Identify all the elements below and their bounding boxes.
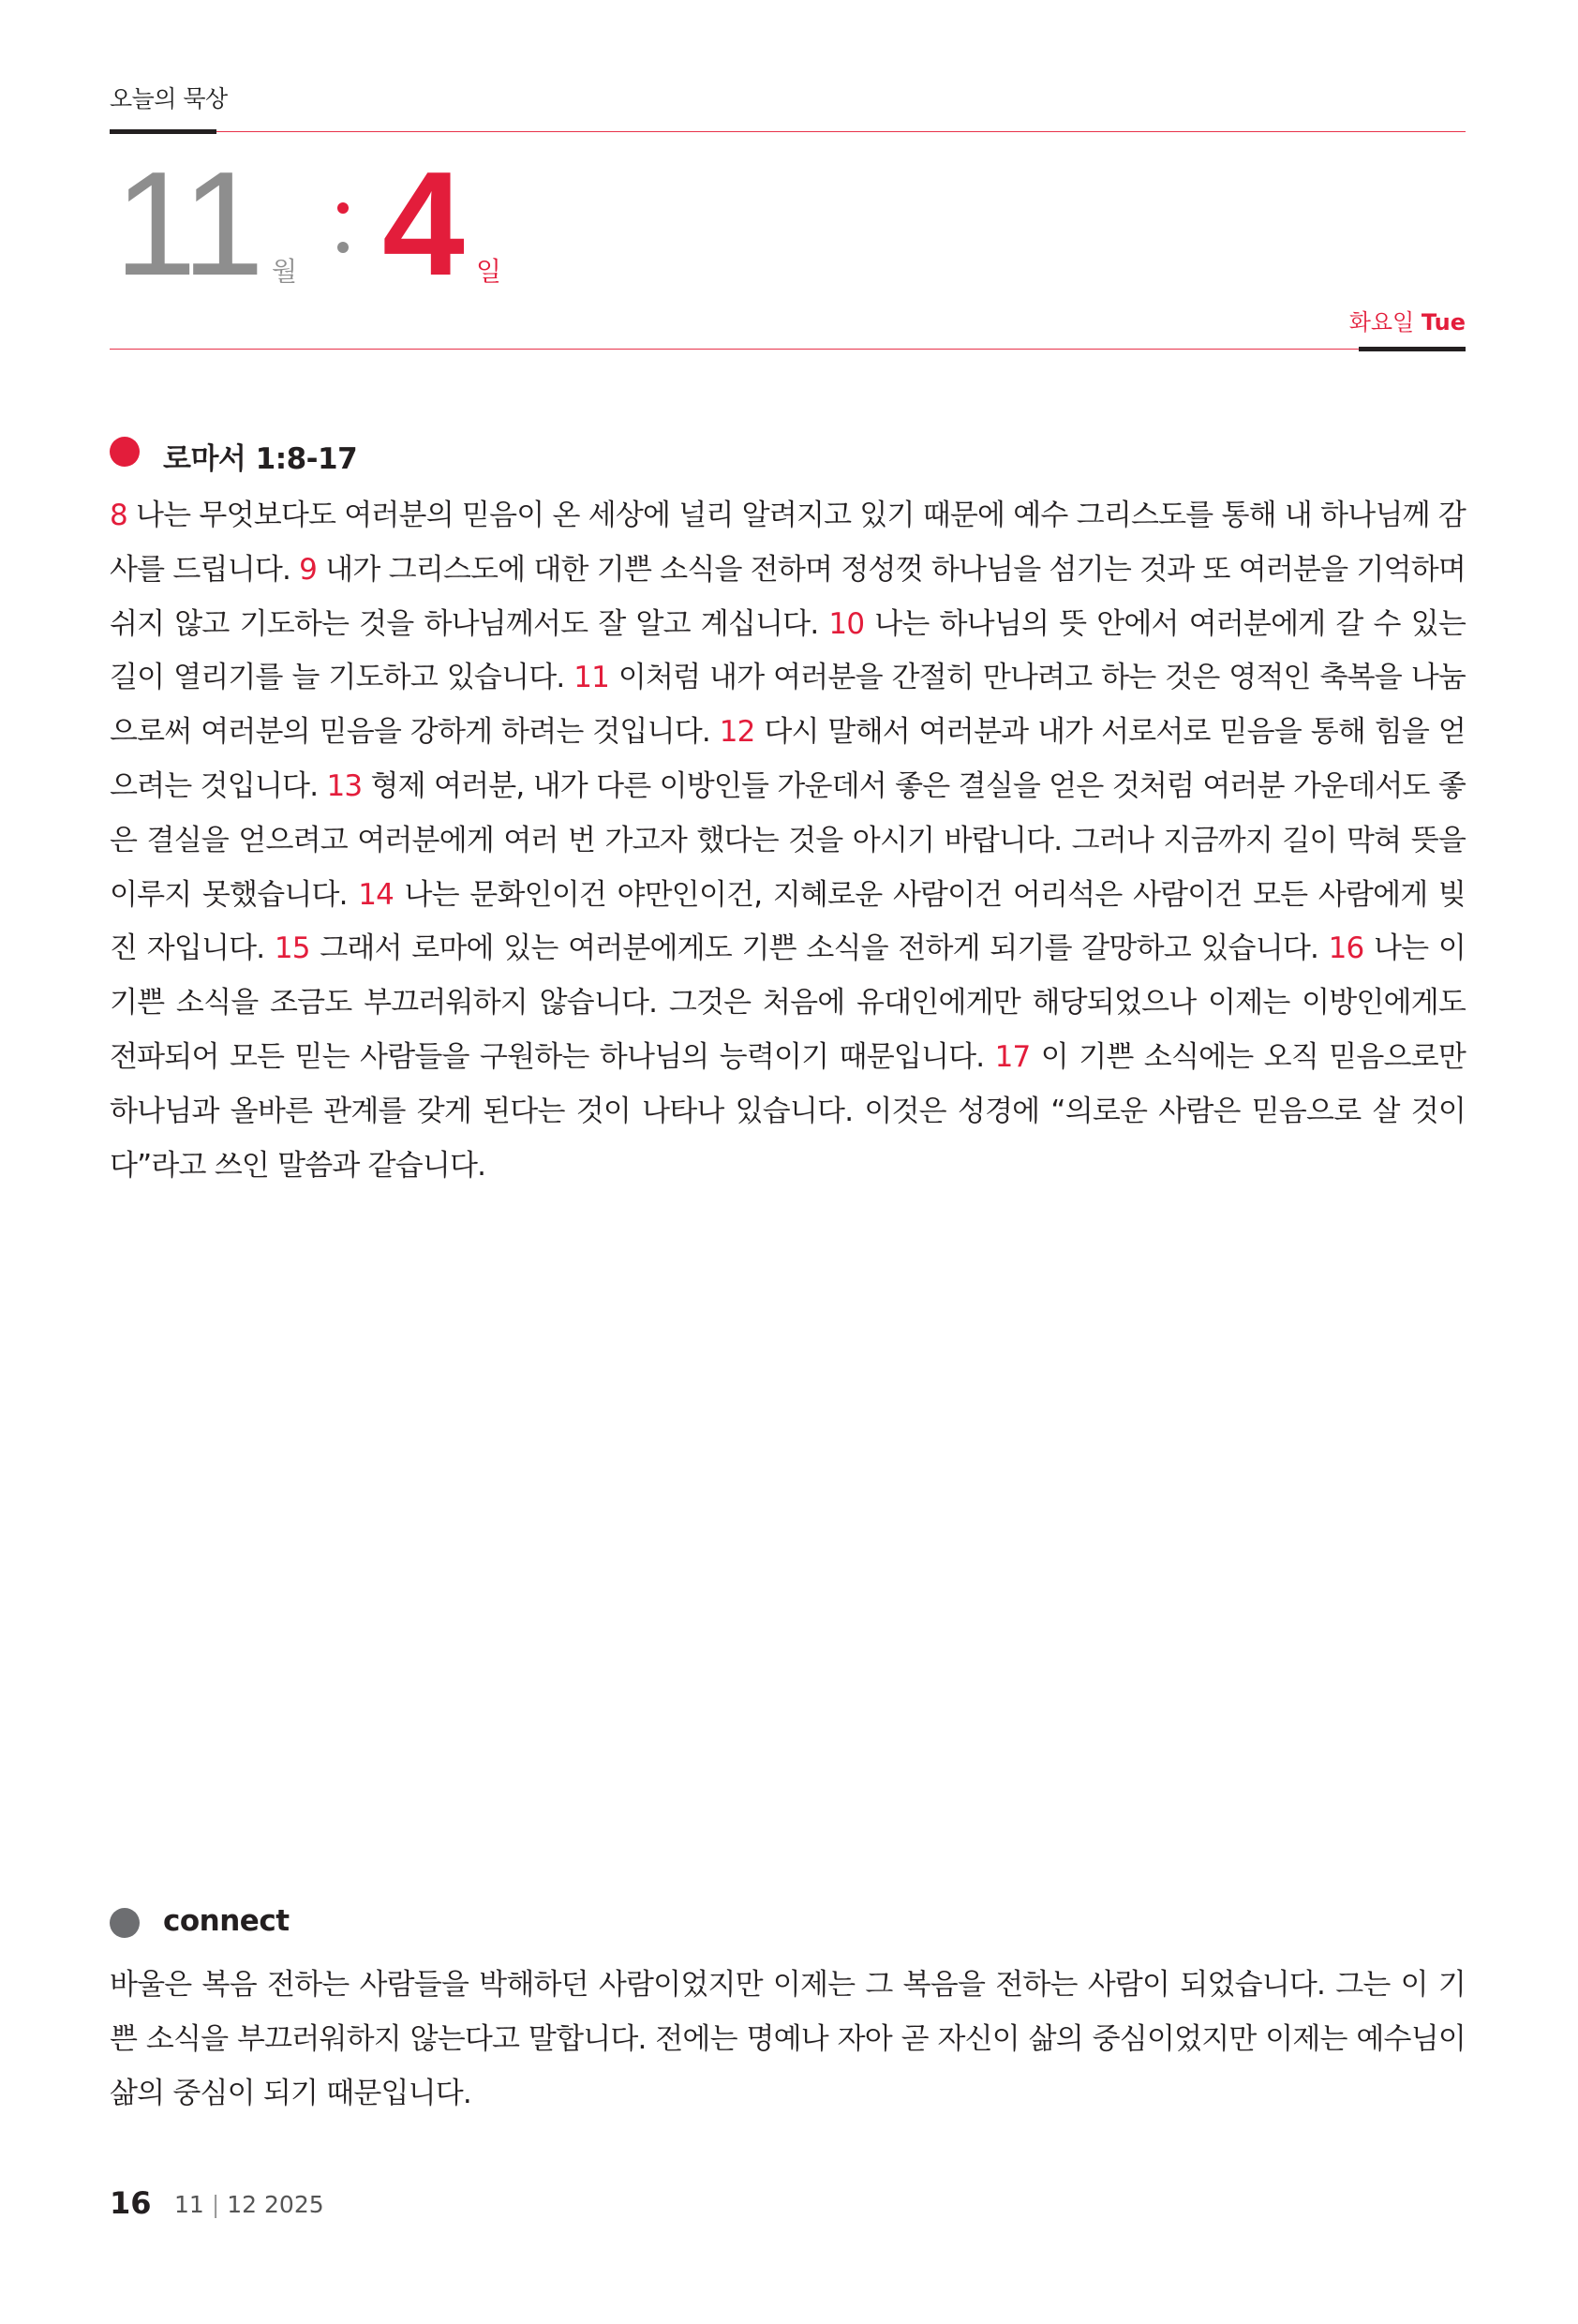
verse-text: 형제 여러분, 내가 다른 이방인들 가운데서 좋은 결실을 얻은 것처럼 여러분 가운데서도 좋은 결실을 얻으려고 여러분에게 여러 번 가고자 했다는 것을 아시기 바랍니다. 그러나 지금까지 길이 막혀 뜻을 이루지 못했습니다. [110, 768, 1466, 912]
verse-text: 나는 문화인이건 야만인이건, 지혜로운 사람이건 어리석은 사람이건 모든 사람에게 빚진 자입니다. [110, 877, 1466, 966]
day-unit: 일 [476, 256, 502, 287]
verse-number: 9 [299, 552, 318, 587]
date-colon-dot-bottom [337, 242, 349, 253]
section-label: 오늘의 묵상 [110, 85, 228, 112]
header-rule-top [110, 131, 1466, 132]
header-rule-accent [110, 129, 216, 134]
date-colon-dot-top [337, 202, 349, 214]
connect-bullet-icon [110, 1908, 140, 1938]
issue-months: 11 [174, 2191, 204, 2218]
verse-text: 다시 말해서 여러분과 내가 서로서로 믿음을 통해 힘을 얻으려는 것입니다. [110, 715, 1466, 803]
verse-number: 17 [994, 1039, 1031, 1074]
weekday-underline [1359, 347, 1466, 351]
passage-bullet-icon [110, 437, 140, 467]
verse-number: 10 [828, 606, 865, 641]
issue-rest: 12 2025 [227, 2191, 324, 2218]
weekday [1349, 304, 1466, 336]
verse-text: 이 기쁜 소식에는 오직 믿음으로만 하나님과 올바른 관계를 갖게 된다는 것이 나타나 있습니다. 이것은 성경에 “의로운 사람은 믿음으로 살 것이다”라고 쓰인 말씀과 같습니다. [110, 1039, 1466, 1183]
weekday-ko: 화요일 [1348, 309, 1415, 335]
day-number: 4 [382, 142, 465, 306]
month-number: 11 [114, 142, 261, 306]
verse-number: 8 [110, 499, 127, 532]
connect-text: 바울은 복음 전하는 사람들을 박해하던 사람이었지만 이제는 그 복음을 전하는 사람이 되었습니다. 그는 이 기쁜 소식을 부끄러워하지 않는다고 말합니다. 전에는 명예나 자아 곧 자신이 삶의 중심이었지만 이제는 예수님이 삶의 중심이 되기 때문입니다. [110, 1968, 1466, 2110]
verse-number: 13 [326, 768, 363, 803]
passage-text [110, 489, 1466, 1193]
verse-number: 15 [274, 931, 310, 966]
verse-text: 나는 하나님의 뜻 안에서 여러분에게 갈 수 있는 길이 열리기를 늘 기도하고 있습니다. [110, 606, 1466, 695]
verse-text: 이처럼 내가 여러분을 간절히 만나려고 하는 것은 영적인 축복을 나눔으로써 여러분의 믿음을 강하게 하려는 것입니다. [110, 661, 1466, 750]
verse-text: 나는 이 기쁜 소식을 조금도 부끄러워하지 않습니다. 그것은 처음에 유대인에게만 해당되었으나 이제는 이방인에게도 전파되어 모든 믿는 사람들을 구원하는 하나님의 능력이기 때문입니다. [110, 931, 1466, 1074]
passage-reference: 로마서 1:8-17 [163, 442, 358, 476]
verse-number: 12 [719, 715, 755, 750]
weekday-en: Tue [1421, 309, 1466, 335]
issue-separator: | [211, 2191, 220, 2218]
month-unit: 월 [272, 256, 298, 287]
verse-number: 11 [573, 661, 610, 695]
page-number: 16 [110, 2185, 152, 2221]
issue-date [174, 2191, 324, 2218]
connect-heading: connect [163, 1904, 290, 1938]
verse-text: 나는 무엇보다도 여러분의 믿음이 온 세상에 널리 알려지고 있기 때문에 예수 그리스도를 통해 내 하나님께 감사를 드립니다. [110, 499, 1466, 587]
verse-number: 14 [358, 877, 394, 912]
verse-text: 내가 그리스도에 대한 기쁜 소식을 전하며 정성껏 하나님을 섬기는 것과 또 여러분을 기억하며 쉬지 않고 기도하는 것을 하나님께서도 잘 알고 계십니다. [110, 552, 1466, 641]
verse-number: 16 [1328, 931, 1364, 966]
header-rule-bottom [110, 349, 1466, 350]
verse-text: 그래서 로마에 있는 여러분에게도 기쁜 소식을 전하게 되기를 갈망하고 있습니다. [309, 931, 1329, 966]
